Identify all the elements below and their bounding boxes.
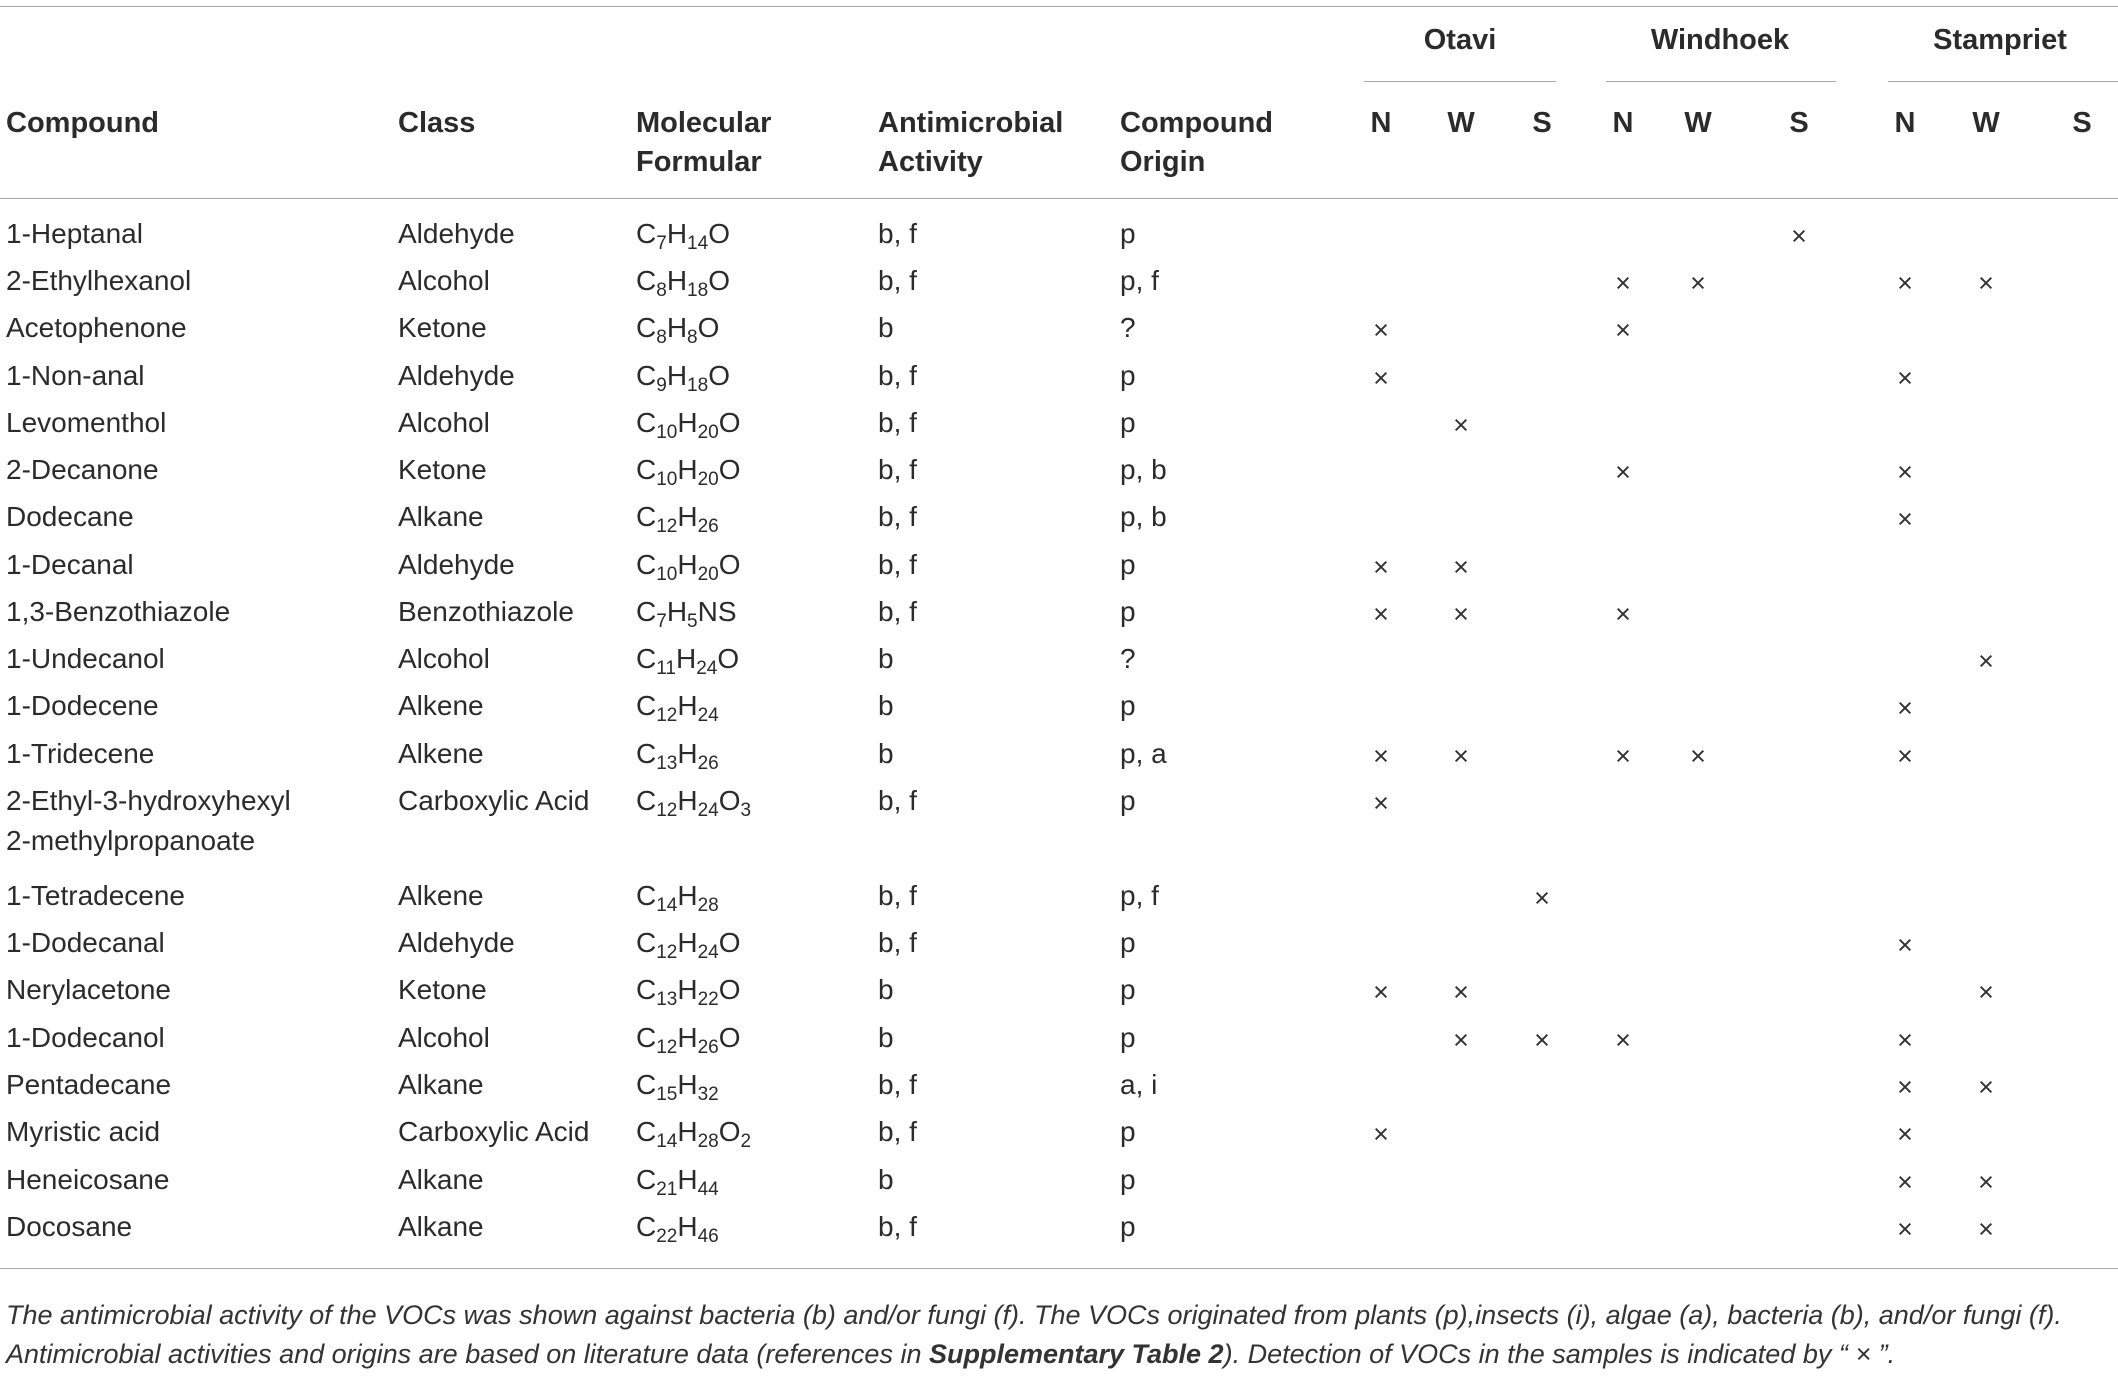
detection-mark: × — [1373, 788, 1389, 818]
compound-class: Carboxylic Acid — [398, 785, 590, 816]
compound-origin: p — [1120, 596, 1136, 627]
compound-name: Dodecane — [6, 501, 134, 532]
antimicrobial-activity: b — [878, 1164, 894, 1195]
top-rule — [0, 6, 2118, 7]
antimicrobial-activity: b, f — [878, 596, 917, 627]
molecular-formula: $C_{13}H_{22}O$ — [636, 974, 741, 1010]
detection-mark: × — [1897, 504, 1913, 534]
antimicrobial-activity: b, f — [878, 927, 917, 958]
subheader-otavi-n: N — [1370, 107, 1392, 139]
detection-mark: × — [1978, 977, 1994, 1007]
detection-mark: × — [1897, 1214, 1913, 1244]
compound-name: Nerylacetone — [6, 974, 171, 1005]
compound-name: Levomenthol — [6, 407, 167, 438]
compound-origin: p — [1120, 1164, 1136, 1195]
compound-origin: p — [1120, 690, 1136, 721]
compound-class: Carboxylic Acid — [398, 1116, 590, 1147]
compound-class: Alcohol — [398, 407, 490, 438]
compound-name: 1-Heptanal — [6, 218, 143, 249]
compound-class: Alkane — [398, 501, 484, 532]
header-rule — [0, 198, 2118, 199]
compound-class: Alkane — [398, 1069, 484, 1100]
detection-mark: × — [1897, 1167, 1913, 1197]
antimicrobial-activity: b — [878, 312, 894, 343]
compound-name: 2-Ethylhexanol — [6, 265, 192, 296]
compound-name: 1,3-Benzothiazole — [6, 596, 231, 627]
molecular-formula: $C_{12}H_{26}$ — [636, 501, 719, 537]
compound-name: 2-methylpropanoate — [6, 825, 256, 856]
header-origin-line1: Compound — [1120, 107, 1274, 139]
antimicrobial-activity: b — [878, 974, 894, 1005]
compound-class: Alkene — [398, 690, 484, 721]
detection-mark: × — [1453, 552, 1469, 582]
subheader-stampriet-w: W — [1972, 107, 2000, 139]
subheader-stampriet-n: N — [1894, 107, 1916, 139]
group-rule-windhoek — [1606, 81, 1836, 82]
header-compound: Compound — [6, 107, 160, 139]
antimicrobial-activity: b, f — [878, 549, 917, 580]
detection-mark: × — [1897, 457, 1913, 487]
detection-mark: × — [1897, 1072, 1913, 1102]
detection-mark: × — [1978, 268, 1994, 298]
detection-mark: × — [1897, 693, 1913, 723]
molecular-formula: $C_{14}H_{28}O_2$ — [636, 1116, 752, 1152]
detection-mark: × — [1373, 315, 1389, 345]
detection-mark: × — [1615, 268, 1631, 298]
compound-class: Aldehyde — [398, 549, 515, 580]
group-rule-stampriet — [1888, 81, 2118, 82]
subheader-windhoek-s: S — [1789, 107, 1809, 139]
header-activity-line2: Activity — [878, 146, 983, 178]
compound-name: 1-Dodecanol — [6, 1022, 165, 1053]
group-rule-otavi — [1364, 81, 1556, 82]
compound-name: 1-Tridecene — [6, 738, 155, 769]
compound-origin: a, i — [1120, 1069, 1158, 1100]
molecular-formula: $C_{11}H_{24}O$ — [636, 643, 740, 679]
molecular-formula: $C_7H_{14}O$ — [636, 218, 730, 254]
detection-mark: × — [1373, 1119, 1389, 1149]
header-formula-line1: Molecular — [636, 107, 772, 139]
compound-origin: p, f — [1120, 880, 1159, 911]
compound-origin: p, b — [1120, 501, 1167, 532]
detection-mark: × — [1373, 552, 1389, 582]
compound-name: 2-Decanone — [6, 454, 159, 485]
antimicrobial-activity: b, f — [878, 1069, 917, 1100]
detection-mark: × — [1615, 457, 1631, 487]
detection-mark: × — [1978, 1214, 1994, 1244]
detection-mark: × — [1453, 599, 1469, 629]
antimicrobial-activity: b, f — [878, 454, 917, 485]
molecular-formula: $C_8H_{18}O$ — [636, 265, 730, 301]
footnote-text-2: ). Detection of VOCs in the samples is indicated by “ × ”. — [1223, 1339, 1896, 1369]
detection-mark: × — [1897, 741, 1913, 771]
detection-mark: × — [1897, 1025, 1913, 1055]
compound-class: Alkane — [398, 1164, 484, 1195]
molecular-formula: $C_{10}H_{20}O$ — [636, 454, 741, 490]
detection-mark: × — [1615, 315, 1631, 345]
antimicrobial-activity: b, f — [878, 1116, 917, 1147]
header-origin-line2: Origin — [1120, 146, 1206, 178]
detection-mark: × — [1373, 363, 1389, 393]
compound-class: Alcohol — [398, 265, 490, 296]
compound-origin: p — [1120, 218, 1136, 249]
compound-name: Myristic acid — [6, 1116, 161, 1147]
detection-mark: × — [1615, 599, 1631, 629]
compound-name: 1-Undecanol — [6, 643, 165, 674]
detection-mark: × — [1453, 977, 1469, 1007]
molecular-formula: $C_7H_5NS$ — [636, 596, 737, 632]
compound-origin: p — [1120, 1211, 1136, 1242]
header-class: Class — [398, 107, 476, 139]
detection-mark: × — [1978, 646, 1994, 676]
antimicrobial-activity: b, f — [878, 1211, 917, 1242]
compound-origin: p, b — [1120, 454, 1167, 485]
compound-name: Acetophenone — [6, 312, 187, 343]
detection-mark: × — [1897, 930, 1913, 960]
molecular-formula: $C_{14}H_{28}$ — [636, 880, 719, 916]
subheader-otavi-w: W — [1447, 107, 1475, 139]
footnote-text-1: The antimicrobial activity of the VOCs was shown against bacteria (b) and/or fungi (f). The VOCs originated from plants (p),insects (i), algae (a), bacteria (b), and/or fungi (f). Antimicrobial activities and origins are based on literature data (references in — [6, 1300, 2062, 1369]
compound-origin: ? — [1120, 312, 1136, 343]
compound-origin: p — [1120, 785, 1136, 816]
compound-class: Alkene — [398, 738, 484, 769]
compound-origin: p — [1120, 927, 1136, 958]
compound-name: 1-Dodecene — [6, 690, 159, 721]
subheader-windhoek-n: N — [1612, 107, 1634, 139]
detection-mark: × — [1897, 363, 1913, 393]
molecular-formula: $C_9H_{18}O$ — [636, 360, 730, 396]
antimicrobial-activity: b — [878, 1022, 894, 1053]
detection-mark: × — [1534, 883, 1550, 913]
detection-mark: × — [1791, 221, 1807, 251]
detection-mark: × — [1897, 1119, 1913, 1149]
compound-class: Ketone — [398, 312, 487, 343]
detection-mark: × — [1453, 741, 1469, 771]
detection-mark: × — [1615, 1025, 1631, 1055]
compound-class: Alkane — [398, 1211, 484, 1242]
compound-origin: p — [1120, 549, 1136, 580]
antimicrobial-activity: b, f — [878, 785, 917, 816]
subheader-stampriet-s: S — [2072, 107, 2092, 139]
group-header-otavi: Otavi — [1423, 24, 1497, 56]
bottom-rule — [0, 1268, 2118, 1269]
detection-mark: × — [1615, 741, 1631, 771]
compound-name: 1-Decanal — [6, 549, 134, 580]
detection-mark: × — [1897, 268, 1913, 298]
compound-origin: ? — [1120, 643, 1136, 674]
compound-class: Aldehyde — [398, 360, 515, 391]
antimicrobial-activity: b, f — [878, 218, 917, 249]
antimicrobial-activity: b — [878, 690, 894, 721]
molecular-formula: $C_{12}H_{24}O_3$ — [636, 785, 752, 821]
molecular-formula: $C_{10}H_{20}O$ — [636, 407, 741, 443]
compound-class: Aldehyde — [398, 927, 515, 958]
compound-origin: p — [1120, 974, 1136, 1005]
compound-name: Docosane — [6, 1211, 133, 1242]
detection-mark: × — [1373, 977, 1389, 1007]
compound-name: 2-Ethyl-3-hydroxyhexyl — [6, 785, 291, 816]
detection-mark: × — [1373, 741, 1389, 771]
compound-origin: p — [1120, 407, 1136, 438]
antimicrobial-activity: b — [878, 643, 894, 674]
molecular-formula: $C_{12}H_{24}O$ — [636, 927, 741, 963]
compound-class: Benzothiazole — [398, 596, 574, 627]
molecular-formula: $C_8H_8O$ — [636, 312, 720, 348]
molecular-formula: $C_{12}H_{26}O$ — [636, 1022, 741, 1058]
compound-name: 1-Non-anal — [6, 360, 145, 391]
detection-mark: × — [1453, 410, 1469, 440]
compound-class: Alkene — [398, 880, 484, 911]
antimicrobial-activity: b — [878, 738, 894, 769]
compound-class: Ketone — [398, 974, 487, 1005]
group-header-stampriet: Stampriet — [1933, 24, 2067, 56]
compound-class: Alcohol — [398, 1022, 490, 1053]
molecular-formula: $C_{10}H_{20}O$ — [636, 549, 741, 585]
detection-mark: × — [1690, 268, 1706, 298]
detection-mark: × — [1690, 741, 1706, 771]
compound-origin: p, f — [1120, 265, 1159, 296]
detection-mark: × — [1453, 1025, 1469, 1055]
compound-name: Heneicosane — [6, 1164, 170, 1195]
compound-name: 1-Dodecanal — [6, 927, 165, 958]
compound-origin: p — [1120, 1116, 1136, 1147]
compound-name: 1-Tetradecene — [6, 880, 186, 911]
molecular-formula: $C_{22}H_{46}$ — [636, 1211, 719, 1247]
compound-class: Aldehyde — [398, 218, 515, 249]
antimicrobial-activity: b, f — [878, 360, 917, 391]
compound-name: Pentadecane — [6, 1069, 172, 1100]
molecular-formula: $C_{13}H_{26}$ — [636, 738, 719, 774]
antimicrobial-activity: b, f — [878, 407, 917, 438]
antimicrobial-activity: b, f — [878, 880, 917, 911]
compound-class: Alcohol — [398, 643, 490, 674]
group-header-windhoek: Windhoek — [1650, 24, 1790, 56]
antimicrobial-activity: b, f — [878, 501, 917, 532]
molecular-formula: $C_{21}H_{44}$ — [636, 1164, 719, 1200]
compound-origin: p — [1120, 360, 1136, 391]
subheader-otavi-s: S — [1532, 107, 1552, 139]
compound-class: Ketone — [398, 454, 487, 485]
antimicrobial-activity: b, f — [878, 265, 917, 296]
detection-mark: × — [1978, 1167, 1994, 1197]
molecular-formula: $C_{12}H_{24}$ — [636, 690, 719, 726]
table-footnote — [6, 1296, 2112, 1374]
detection-mark: × — [1534, 1025, 1550, 1055]
compound-origin: p, a — [1120, 738, 1167, 769]
molecular-formula: $C_{15}H_{32}$ — [636, 1069, 719, 1105]
subheader-windhoek-w: W — [1684, 107, 1712, 139]
compound-origin: p — [1120, 1022, 1136, 1053]
header-activity-line1: Antimicrobial — [878, 107, 1064, 139]
detection-mark: × — [1978, 1072, 1994, 1102]
header-formula-line2: Formular — [636, 146, 762, 178]
footnote-reference: Supplementary Table 2 — [928, 1339, 1224, 1369]
detection-mark: × — [1373, 599, 1389, 629]
